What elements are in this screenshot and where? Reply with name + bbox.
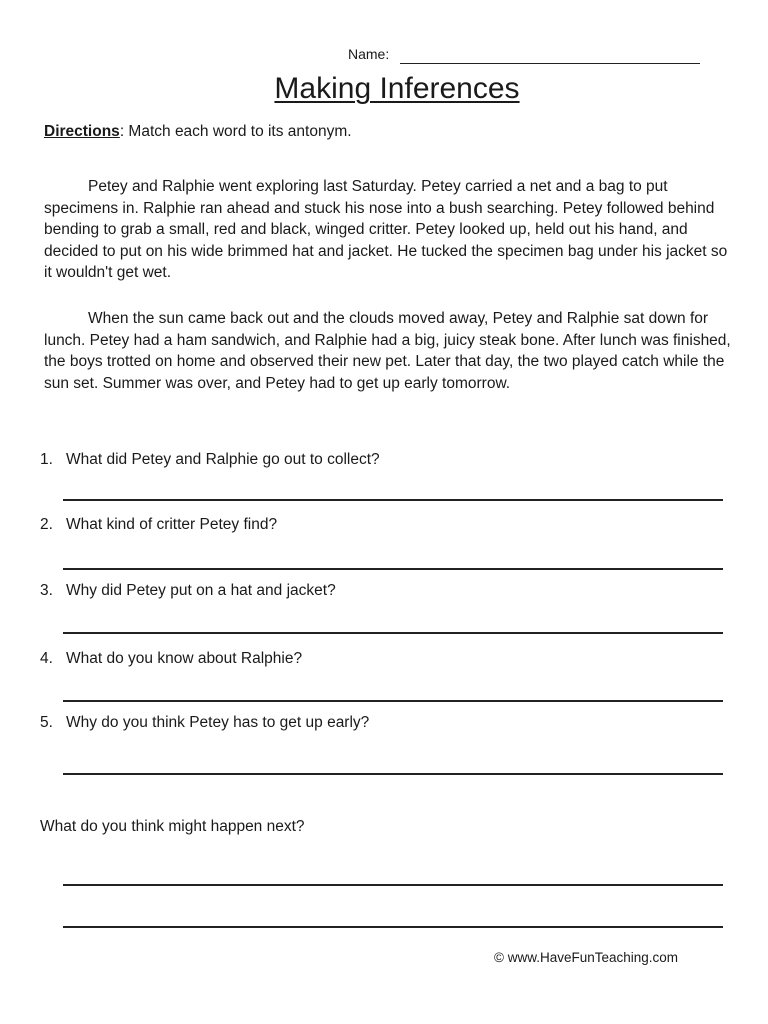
question-number: 3. — [40, 582, 53, 599]
answer-line-4[interactable] — [63, 700, 723, 702]
question-text: What did Petey and Ralphie go out to collect? — [66, 451, 380, 468]
followup-answer-line-1[interactable] — [63, 884, 723, 886]
answer-line-2[interactable] — [63, 568, 723, 570]
copyright-footer: © www.HaveFunTeaching.com — [494, 950, 679, 965]
question-number: 1. — [40, 451, 53, 468]
worksheet-title: Making Inferences — [274, 72, 520, 105]
passage-paragraph-2: When the sun came back out and the clouds moved away, Petey and Ralphie sat down for lunch. Petey had a ham sandwich, and Ralphie had a big, juicy steak bone. After lunch was finished, the boys trotted on home and observed their new pet. Later that day, the two played catch while the sun set. Summer was over, and Petey had to get up early tomorrow. — [44, 310, 731, 392]
directions-label: Directions — [44, 123, 120, 140]
followup-question: What do you think might happen next? — [40, 818, 305, 835]
question-1 — [40, 451, 380, 469]
question-2 — [40, 516, 277, 534]
question-number: 4. — [40, 650, 53, 667]
name-field[interactable] — [400, 63, 700, 64]
question-3 — [40, 582, 336, 600]
question-4 — [40, 650, 302, 668]
name-label: Name: — [348, 46, 390, 62]
passage-paragraph-1: Petey and Ralphie went exploring last Saturday. Petey carried a net and a bag to put specimens in. Ralphie ran ahead and stuck his nose into a bush searching. Petey followed behind bending to grab a small, red and black, winged critter. Petey looked up, held out his hand, and decided to put on his wide brimmed hat and jacket. He tucked the specimen bag under his jacket so it wouldn't get wet. — [44, 178, 728, 281]
question-text: Why do you think Petey has to get up early? — [66, 714, 370, 731]
question-text: What kind of critter Petey find? — [66, 516, 278, 533]
question-text: Why did Petey put on a hat and jacket? — [66, 582, 336, 599]
followup-answer-line-2[interactable] — [63, 926, 723, 928]
question-text: What do you know about Ralphie? — [66, 650, 303, 667]
question-number: 5. — [40, 714, 53, 731]
question-5 — [40, 714, 369, 732]
question-number: 2. — [40, 516, 53, 533]
answer-line-5[interactable] — [63, 773, 723, 775]
directions — [44, 123, 352, 141]
answer-line-3[interactable] — [63, 632, 723, 634]
directions-text: : Match each word to its antonym. — [119, 123, 352, 140]
answer-line-1[interactable] — [63, 499, 723, 501]
